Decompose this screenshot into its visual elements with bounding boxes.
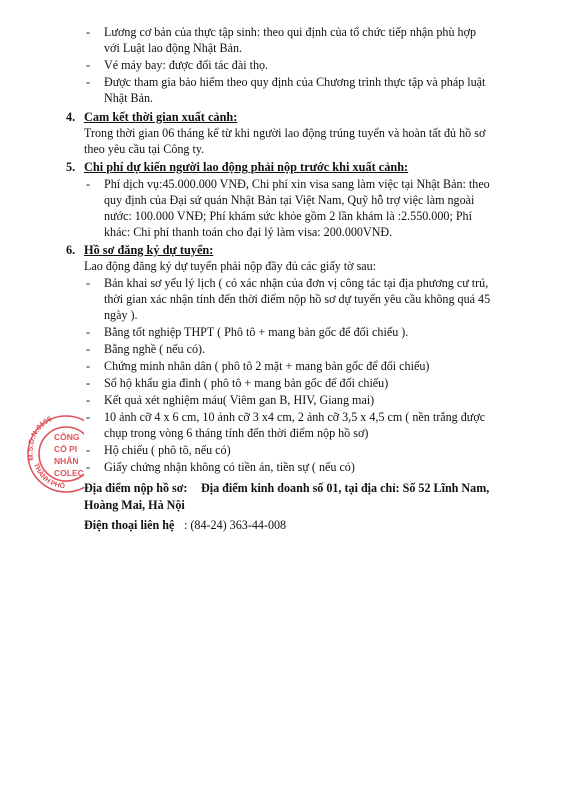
doc-item-line: Kết quả xét nghiệm máu( Viêm gan B, HIV, Giang mai) <box>104 393 375 407</box>
bullet-dash: - <box>86 460 91 474</box>
company-stamp <box>20 400 84 508</box>
bullet-dash: - <box>86 393 91 407</box>
section-number: 6. <box>66 243 76 257</box>
stamp-line: COLEC <box>54 468 84 478</box>
doc-item-line: thời gian xác nhận tính đến thời điểm nộp hồ sơ dự tuyển yêu cầu không quá 45 <box>104 292 491 306</box>
bullet-dash: - <box>86 75 91 89</box>
bullet-line: với Luật lao động Nhật Bản. <box>104 41 243 55</box>
bullet-dash: - <box>86 25 91 39</box>
bullet-line: Được tham gia bảo hiểm theo quy định của Chương trình thực tập và pháp luật <box>104 75 486 89</box>
section-text-line: Trong thời gian 06 tháng kể từ khi người lao động trúng tuyển và hoàn tất đủ hồ sơ <box>84 126 486 140</box>
doc-item-line: Chứng minh nhân dân ( phô tô 2 mặt + mang bản gốc để đối chiếu) <box>104 359 430 373</box>
address-label: Địa điểm nộp hồ sơ: <box>84 481 188 495</box>
phone-label: Điện thoại liên hệ <box>84 518 175 532</box>
section-intro: Lao động đăng ký dự tuyển phải nộp đầy đủ các giấy tờ sau: <box>84 259 377 273</box>
section-title: Cam kết thời gian xuất cảnh: <box>84 110 238 124</box>
bullet-dash: - <box>86 376 91 390</box>
doc-item-line: ngày ). <box>104 308 138 322</box>
bullet-dash: - <box>86 58 91 72</box>
doc-item-line: Sổ hộ khẩu gia đình ( phô tô + mang bản gốc để đối chiếu) <box>104 376 389 390</box>
stamp-line: CỔ PI <box>54 444 78 454</box>
bullet-line: Nhật Bản. <box>104 91 154 105</box>
bullet-line: Lương cơ bản của thực tập sinh: theo qui định của tổ chức tiếp nhận phù hợp <box>104 25 477 39</box>
bullet-dash: - <box>86 276 91 290</box>
section-title: Chi phí dự kiến người lao động phải nộp trước khi xuất cảnh: <box>84 160 409 174</box>
section-text-line: nước: 100.000 VNĐ; Phí khám sức khỏe gồm 2 lần khám là :2.550.000; Phí <box>104 209 472 223</box>
section-text-line: khác: Chi phí thanh toán cho đại lý làm visa: 200.000VNĐ. <box>104 225 393 239</box>
bullet-dash: - <box>86 177 91 191</box>
doc-item-line: chụp trong vòng 6 tháng tính đến thời điểm nộp hồ sơ) <box>104 426 369 440</box>
section-number: 5. <box>66 160 76 174</box>
doc-item-line: Bằng tốt nghiệp THPT ( Phô tô + mang bản gốc để đối chiếu ). <box>104 325 409 339</box>
section-text-line: theo yêu cầu tại Công ty. <box>84 142 205 156</box>
bullet-dash: - <box>86 410 91 424</box>
section-number: 4. <box>66 110 76 124</box>
doc-item-line: Bản khai sơ yếu lý lịch ( có xác nhận của đơn vị công tác tại địa phương cư trú, <box>104 276 489 290</box>
section-text-line: Phí dịch vụ:45.000.000 VNĐ, Chi phí xin visa sang làm việc tại Nhật Bản: theo <box>104 177 490 191</box>
stamp-ring-text: M.S.D.N:0106 <box>25 414 54 462</box>
stamp-seal-icon <box>20 400 84 508</box>
bullet-dash: - <box>86 325 91 339</box>
doc-item-line: Hộ chiếu ( phô tô, nếu có) <box>104 443 231 457</box>
doc-item-line: 10 ảnh cỡ 4 x 6 cm, 10 ảnh cỡ 3 x4 cm, 2 ảnh cỡ 3,5 x 4,5 cm ( nền trắng được <box>104 410 486 424</box>
doc-item-line: Giấy chứng nhận không có tiền án, tiền sự ( nếu có) <box>104 460 355 474</box>
bullet-line: Vé máy bay: được đối tác đài thọ. <box>104 58 269 72</box>
section-text-line: quy định của Đại sứ quán Nhật Bản tại Việt Nam, Quỹ hỗ trợ việc làm ngoài <box>104 193 475 207</box>
stamp-line: NHÂN <box>54 456 79 466</box>
bullet-dash: - <box>86 443 91 457</box>
address-value: Địa điểm kinh doanh số 01, tại địa chỉ: Số 52 Lĩnh Nam, <box>201 481 490 495</box>
section-title: Hồ sơ đăng ký dự tuyển: <box>84 243 214 257</box>
address-value-cont: Hoàng Mai, Hà Nội <box>84 498 185 512</box>
stamp-bottom-text: THÀNH PHỐ <box>32 462 66 491</box>
bullet-dash: - <box>86 359 91 373</box>
doc-item-line: Bằng nghề ( nếu có). <box>104 342 206 356</box>
phone-value: : (84-24) 363-44-008 <box>184 518 287 532</box>
stamp-line: CÔNG <box>54 432 80 442</box>
bullet-dash: - <box>86 342 91 356</box>
